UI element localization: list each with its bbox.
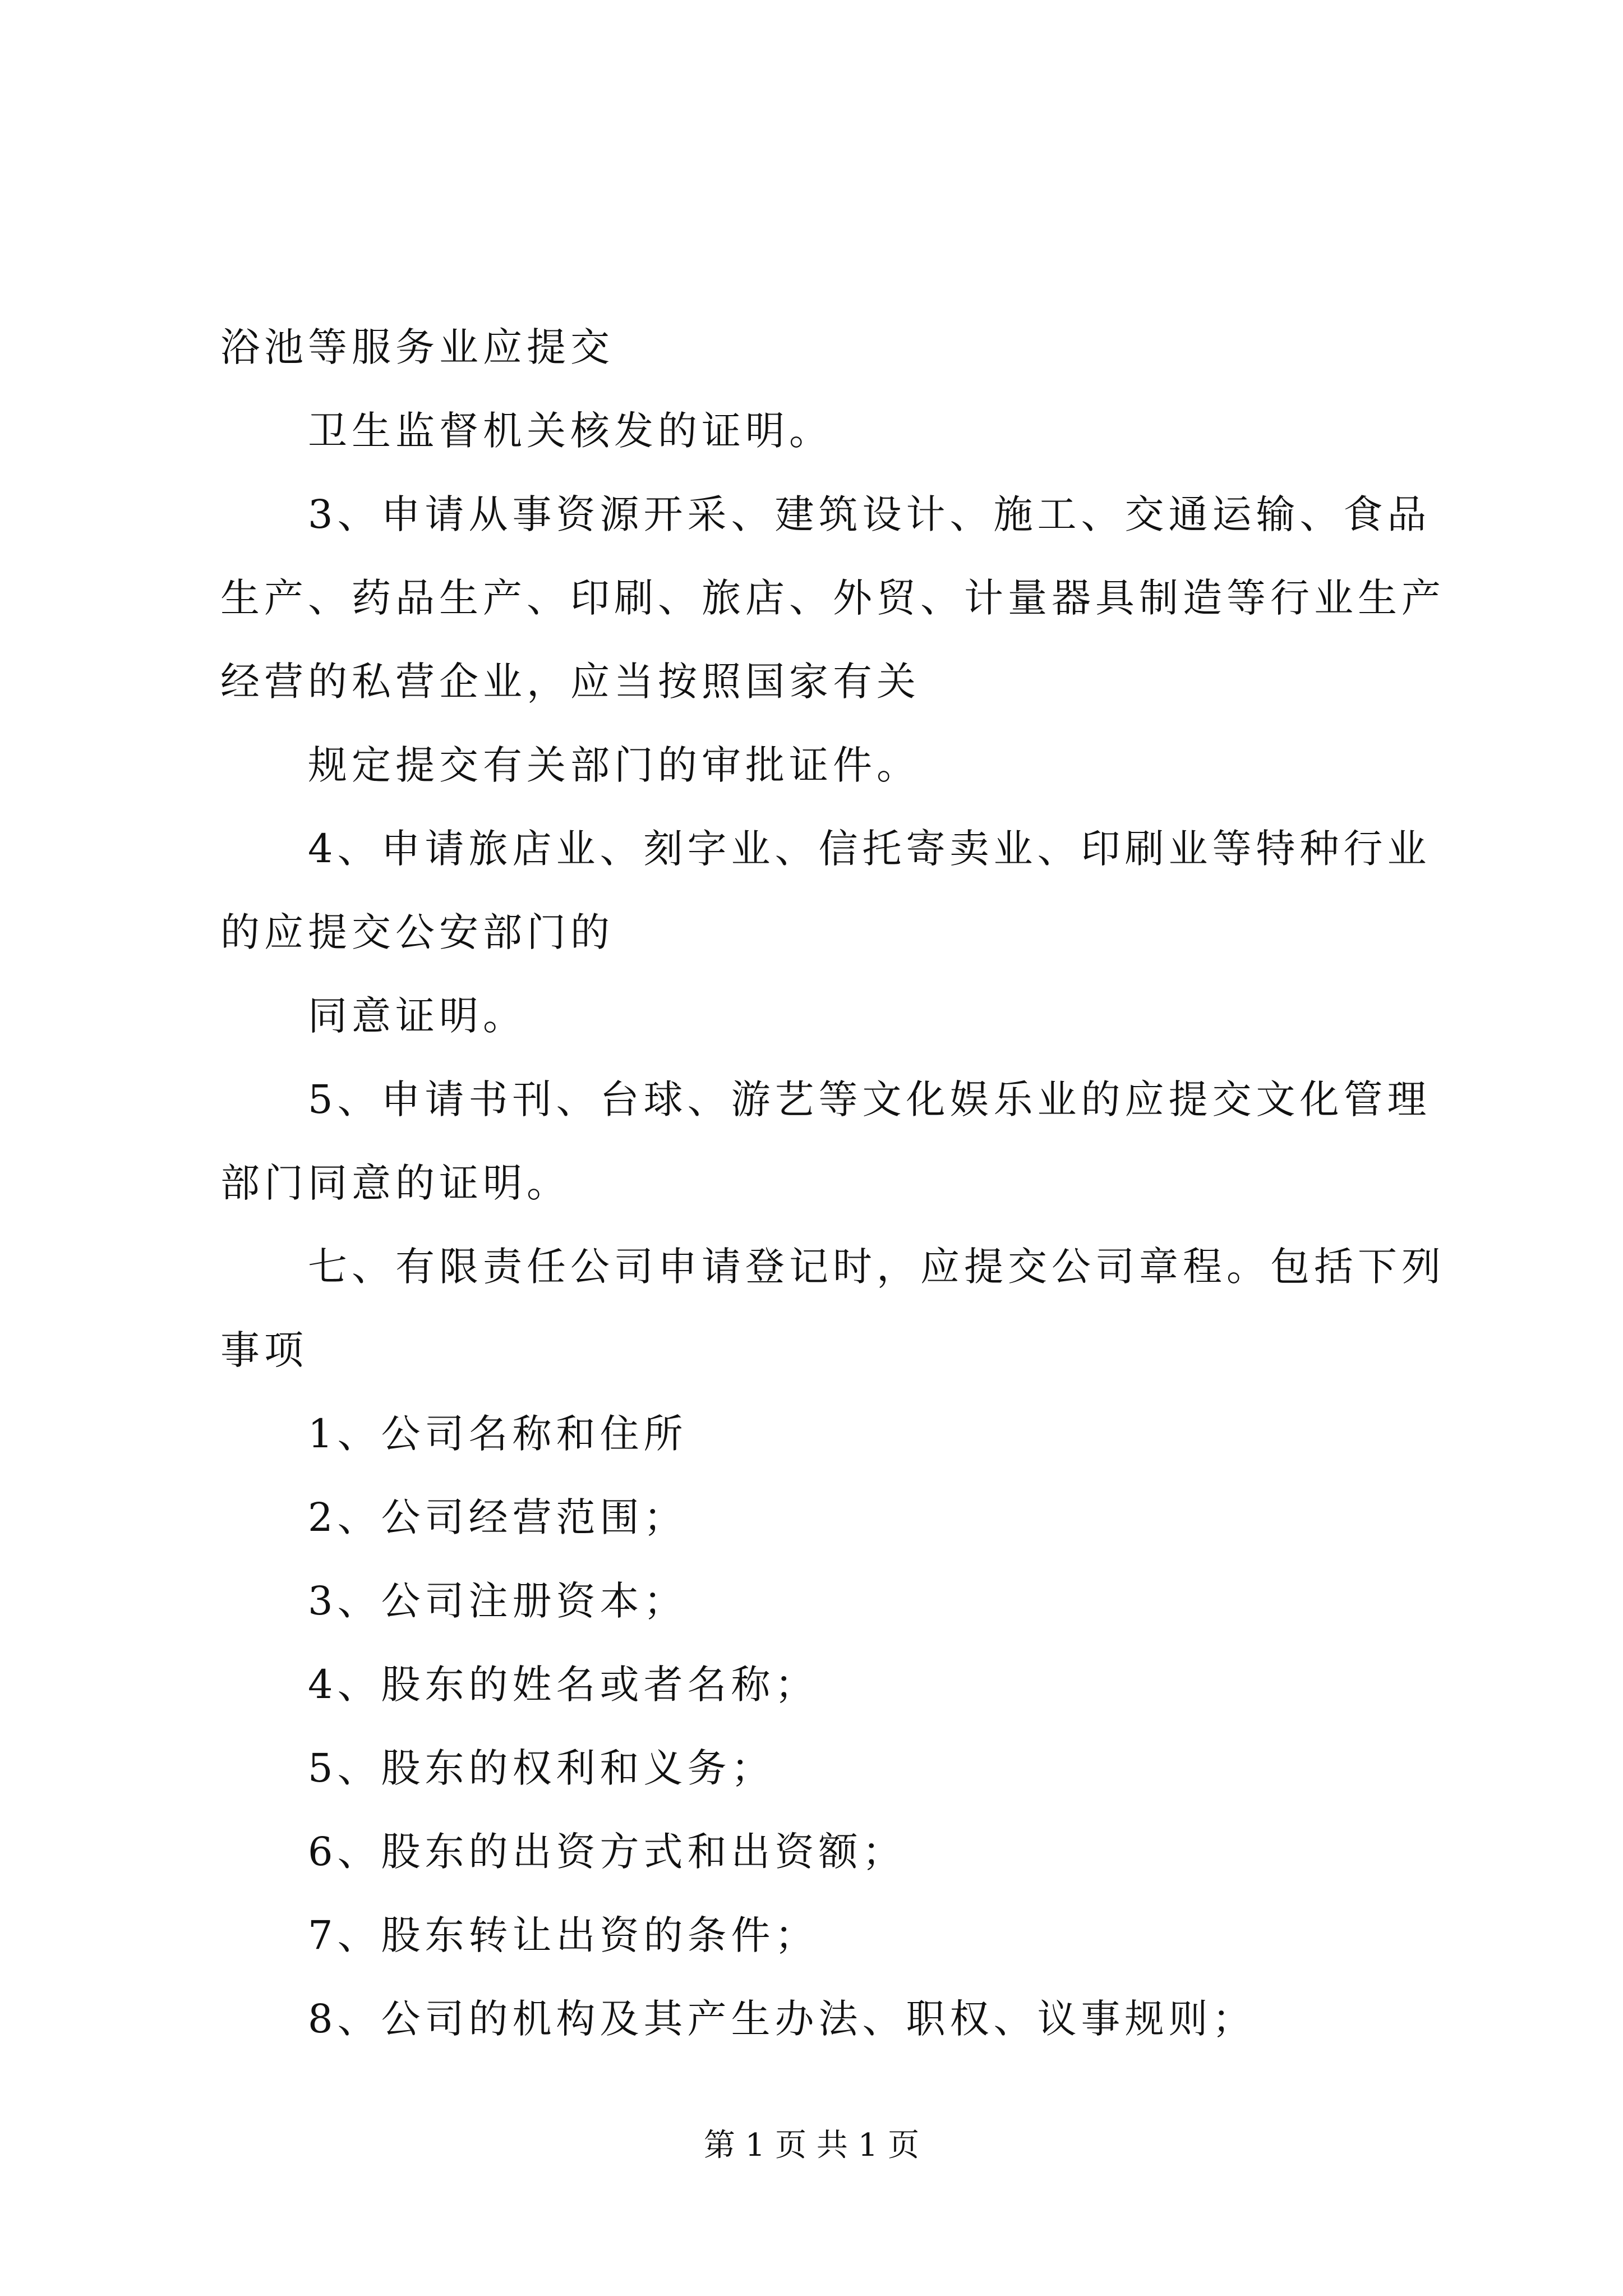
paragraph-line: 生产、药品生产、印刷、旅店、外贸、计量器具制造等行业生产 <box>220 575 1445 621</box>
list-item: 2、公司经营范围； <box>308 1494 688 1540</box>
list-item: 4、股东的姓名或者名称； <box>308 1662 819 1708</box>
paragraph-line: 七、有限责任公司申请登记时，应提交公司章程。包括下列 <box>308 1244 1445 1290</box>
paragraph-line: 浴池等服务业应提交 <box>220 324 614 370</box>
paragraph-line: 的应提交公安部门的 <box>220 909 614 955</box>
document-body <box>220 306 1445 2061</box>
list-item: 7、股东转让出资的条件； <box>308 1912 819 1958</box>
paragraph-line: 5、申请书刊、台球、游艺等文化娱乐业的应提交文化管理 <box>308 1076 1431 1122</box>
paragraph-line: 经营的私营企业，应当按照国家有关 <box>220 659 920 705</box>
paragraph-line: 4、申请旅店业、刻字业、信托寄卖业、印刷业等特种行业 <box>308 826 1431 872</box>
list-item: 3、公司注册资本； <box>308 1578 688 1624</box>
list-item: 1、公司名称和住所 <box>308 1411 688 1457</box>
list-item: 8、公司的机构及其产生办法、职权、议事规则； <box>308 1996 1256 2042</box>
paragraph-line: 部门同意的证明。 <box>220 1160 570 1206</box>
paragraph-line: 规定提交有关部门的审批证件。 <box>308 742 920 788</box>
paragraph-line: 同意证明。 <box>308 993 527 1039</box>
paragraph-line: 3、申请从事资源开采、建筑设计、施工、交通运输、食品 <box>308 491 1431 537</box>
paragraph-line: 事项 <box>220 1327 308 1373</box>
list-item: 5、股东的权利和义务； <box>308 1745 775 1791</box>
paragraph-line: 卫生监督机关核发的证明。 <box>308 408 833 454</box>
list-item: 6、股东的出资方式和出资额； <box>308 1829 906 1875</box>
page-footer: 第 1 页 共 1 页 <box>703 2127 920 2164</box>
